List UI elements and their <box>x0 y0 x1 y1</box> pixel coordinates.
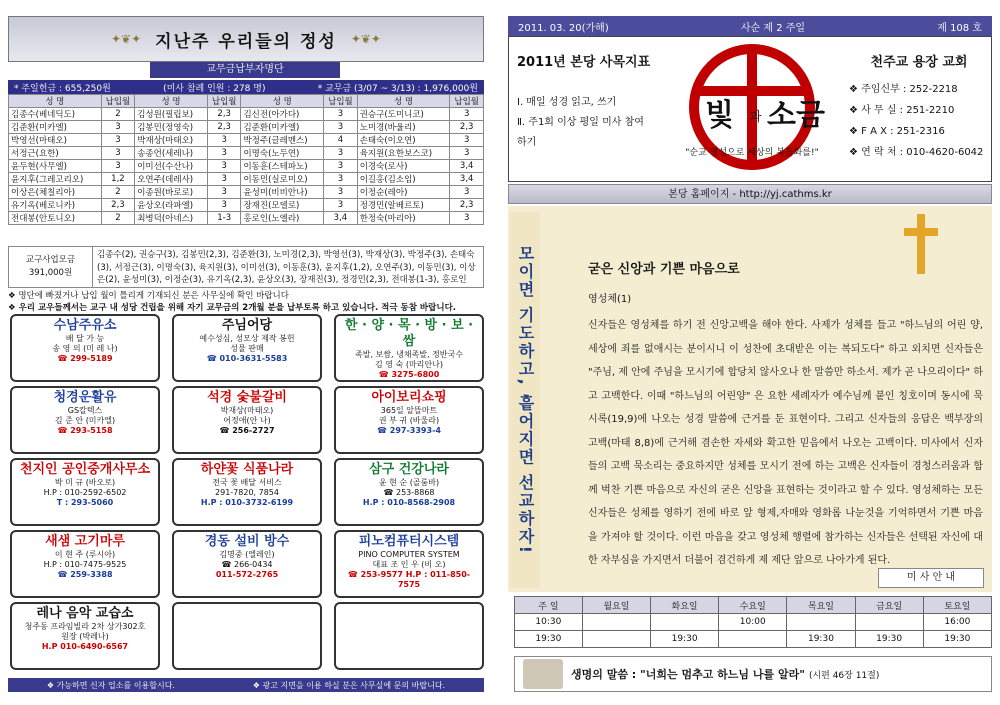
empty-ad-slot <box>172 602 322 670</box>
offering-row <box>9 212 484 225</box>
ad-line: ☎ 299-5189 <box>57 354 113 363</box>
offering-row <box>9 173 484 186</box>
word-of-life <box>514 656 992 692</box>
masthead <box>508 36 992 182</box>
paid-month: 3,4 <box>450 173 484 186</box>
article-title: 굳은 신앙과 기쁜 마음으로 <box>588 262 740 277</box>
ad-line: ☎ 256-2727 <box>219 426 275 435</box>
donor-name: 박재상(마태오) <box>135 134 208 147</box>
empty-ad-slot <box>334 602 484 670</box>
paid-month: 3 <box>324 147 358 160</box>
offering-summary-bar <box>8 80 484 94</box>
donor-name: 윤상오(라파엘) <box>135 199 208 212</box>
donor-name: 송종언(세레나) <box>135 147 208 160</box>
ad-line: ☎ 297-3393-4 <box>377 426 441 435</box>
business-ad <box>172 386 322 454</box>
jesus-portrait-icon <box>523 659 563 689</box>
ad-title: 삼구 건강나라 <box>369 462 449 477</box>
pastoral-goal-title: 2011년 본당 사목지표 <box>517 55 651 70</box>
donor-name: 노미경(바울리) <box>357 121 450 134</box>
offering-row <box>9 199 484 212</box>
left-footer: ❖ 가능하면 신자 업소를 이용합시다. ❖ 광고 지면을 이용 하실 분은 사무실에 문의 바랍니다. <box>8 678 484 692</box>
mass-day-header: 목요일 <box>787 597 855 614</box>
offering-column-header: 성 명 <box>135 95 208 108</box>
paid-month: 3 <box>101 147 135 160</box>
offering-row <box>9 186 484 199</box>
ad-line: 김 준 안 (미카엘) <box>54 416 116 425</box>
paid-month: 2,3 <box>101 199 135 212</box>
ad-title: 주님어당 <box>221 318 273 333</box>
donor-name: 윤두현(사무엘) <box>9 160 102 173</box>
ad-line: 이 현 주 (루시아) <box>54 550 116 559</box>
donor-name: 윤성미(비비안나) <box>241 186 324 199</box>
mass-time <box>650 614 718 631</box>
ad-line: ☎ 010-3631-5583 <box>206 354 288 363</box>
ad-line: 청주동 프라임빌라 2차 상가302호 <box>24 622 146 631</box>
donor-name: 이동민(실로미오) <box>241 173 324 186</box>
mass-day-header: 주 일 <box>515 597 583 614</box>
donor-name: 김봉민(정영숙) <box>135 121 208 134</box>
mass-time: 19:30 <box>515 631 583 648</box>
ad-line: 족발, 보쌈, 냉채족발, 정반국수 <box>355 350 463 359</box>
paid-month: 2,3 <box>207 121 241 134</box>
donor-name: 이길홍(김소임) <box>357 173 450 186</box>
offering-column-header: 성 명 <box>9 95 102 108</box>
business-ad <box>10 530 160 598</box>
business-ads <box>8 314 484 674</box>
ad-title: 새샘 고기마루 <box>45 534 125 549</box>
church-contacts: ❖ 주임신부 : 252-2218 ❖ 사 무 실 : 251-2210 ❖ F A X : 251-2316 ❖ 연 락 처 : 010-4620-6042 <box>849 84 984 158</box>
donor-name: 김준환(미카엘) <box>9 121 102 134</box>
donor-name: 이미선(수산나) <box>135 160 208 173</box>
paid-month: 3 <box>324 199 358 212</box>
paid-month: 3 <box>207 173 241 186</box>
mass-time <box>582 631 650 648</box>
total-offering: * 주일헌금 : 655,250원 <box>14 83 111 94</box>
paid-month: 3 <box>450 108 484 121</box>
business-ad <box>10 458 160 526</box>
donor-name: 홍로인(노엘라) <box>241 212 324 225</box>
mass-time: 19:30 <box>855 631 923 648</box>
paid-month: 3 <box>450 134 484 147</box>
ad-line: 성물 판매 <box>230 344 264 353</box>
article-body: 신자들은 영성체를 하기 전 신앙고백을 해야 한다. 사제가 성체를 들고 "하느님의 어린 양, 세상에 죄를 없애시는 분이시니 이 성찬에 초대받은 이는 복되도다" 하고 외치면 신자들은 "주님, 제 안에 주님을 모시기에 합당치 않사오나 한 말씀만 하소서. 제가 곧 나으리이다" 하고 고백한다. 이때 "하느님의 어린양" 은 요한 세례자가 예수님께 붙인 칭호이며 동시에 묵시록(19,9)에 나오는 성경 말씀에 근거를 둔 표현이다. 그리고 신자들의 응답은 백부장의 고백(마태 8,8)에 근거해 겸손한 자세와 확고한 믿음에서 나오는 고백이다. 미사에서 신자들의 고백 묵소리는 중요하지만 성체를 모시기 전에 하는 고백은 신자들이 경청스러움과 함께 벅찬 기쁜 마음으로 자신의 굳은 신앙을 표현하는 것이라고 할 수 있다. 영성체하는 모든 신자들은 성체를 영하기 전에 바로 앞 형제,자매와 영화롭 나눈것을 기억하면서 기쁜 마음을 가져야 할 것이다. 이런 마음을 갖고 영성체 행렬에 참가하는 신자들은 선택된 자신에 대한 자부심을 가지면서 더불어 겸건하게 제 제단 앞으로 나아가게 된다. <box>588 320 983 566</box>
notice-text: ❖ 명단에 빠졌거나 납입 월이 틀리게 기재되신 분은 사무실에 확인 바랍니다 ❖ 우리 교우들께서는 교구 내 성당 건립을 위해 자기 교무금의 2개월 분을 납부토록 하고 있습니다. 적극 동참 바랍니다. <box>8 291 457 313</box>
mass-schedule-label: 미 사 안 내 <box>878 568 984 588</box>
offering-column-header: 납입월 <box>324 95 358 108</box>
offering-table <box>8 94 484 225</box>
donor-name: 김신전(아가다) <box>241 108 324 121</box>
offering-column-header: 성 명 <box>241 95 324 108</box>
ad-title: 레나 음악 교습소 <box>36 606 134 621</box>
offering-row <box>9 121 484 134</box>
ad-title: 경동 설비 방수 <box>204 534 290 549</box>
vertical-slogan: 모이면 기도하고, 흩어지면 선교하자! <box>510 212 540 588</box>
church-name: 천주교 용장 교회 <box>870 55 968 70</box>
paid-month: 3 <box>207 186 241 199</box>
mass-schedule-table <box>514 596 992 648</box>
offering-column-header: 납입월 <box>207 95 241 108</box>
ad-title: 청경운활유 <box>53 390 117 405</box>
ad-line: 어정애(안 나) <box>223 416 271 425</box>
donor-name: 장재진(모델로) <box>241 199 324 212</box>
ad-line: ☎ 259-3388 <box>57 570 113 579</box>
bulletin-date: 2011. 03. 20(가해) <box>518 22 609 34</box>
donor-name: 이종원(바로로) <box>135 186 208 199</box>
paid-month: 2 <box>101 108 135 121</box>
offering-subtitle: 교무금납부자명단 <box>150 62 340 78</box>
article-area <box>508 206 992 592</box>
donor-name: 육지원(요한보스코) <box>357 147 450 160</box>
paid-month: 4 <box>324 134 358 147</box>
ad-line: H.P : 010-3732-6199 <box>200 498 294 507</box>
ad-title: 아이보리쇼핑 <box>371 390 447 405</box>
mass-time-row <box>515 631 992 648</box>
mass-day-header: 금요일 <box>855 597 923 614</box>
left-page <box>0 0 492 705</box>
total-kyomu: * 교무금 (3/07 ~ 3/13) : 1,976,000원 <box>317 83 478 94</box>
mass-time: 10:00 <box>719 614 787 631</box>
ad-line: T : 293-5060 <box>56 498 114 507</box>
paid-month: 3 <box>324 121 358 134</box>
cross-icon <box>904 214 938 274</box>
logo-text-salt: 소금 <box>767 98 825 133</box>
offering-row <box>9 147 484 160</box>
ad-line: ☎ 253-9577 H.P : 011-850-7575 <box>347 570 471 589</box>
ad-line: H.P : 010-8568-2908 <box>362 498 456 507</box>
business-ad <box>334 458 484 526</box>
ad-title: 수남주유소 <box>53 318 117 333</box>
donor-name: 이명숙(노두연) <box>241 147 324 160</box>
ad-line: H.P 010-6490-6567 <box>41 642 129 651</box>
right-page <box>508 0 1000 705</box>
mass-time: 10:30 <box>515 614 583 631</box>
ad-line: 권 부 귀 (바울라) <box>378 416 440 425</box>
mass-time: 19:30 <box>787 631 855 648</box>
ad-line: 박 미 규 (바오로) <box>54 478 116 487</box>
light-and-salt-logo <box>657 41 847 177</box>
paid-month: 3 <box>324 108 358 121</box>
paid-month: 2,3 <box>450 199 484 212</box>
donor-name: 이상은(체칠리아) <box>9 186 102 199</box>
paid-month: 3 <box>101 160 135 173</box>
business-ad <box>334 386 484 454</box>
mass-time: 19:30 <box>650 631 718 648</box>
ad-title: 석경 숯불갈비 <box>207 390 287 405</box>
paid-month: 2,3 <box>450 121 484 134</box>
business-ad <box>334 530 484 598</box>
ad-line: 윤 현 순 (골룸바) <box>378 478 440 487</box>
paid-month: 2,3 <box>207 108 241 121</box>
paid-month: 3 <box>101 121 135 134</box>
donor-name: 김준환(미카엘) <box>241 121 324 134</box>
ad-line: 291-7820, 7854 <box>215 488 279 497</box>
offering-column-header: 납입월 <box>450 95 484 108</box>
mass-day-header: 월요일 <box>582 597 650 614</box>
ad-line: 전국 꽃 배달 서비스 <box>212 478 282 487</box>
donor-name: 오연주(데레사) <box>135 173 208 186</box>
ad-line: 011-572-2765 <box>215 570 279 579</box>
ad-line: 박재상(마태오) <box>220 406 274 415</box>
donor-name: 이정순(레아) <box>357 186 450 199</box>
paid-month: 3 <box>324 173 358 186</box>
ad-title: 한 · 양 · 목 · 방 · 보 · 쌈 <box>344 318 474 349</box>
ad-line: ☎ 253-8868 <box>383 488 435 497</box>
offering-title: 지난주 우리들의 정성 <box>155 31 337 52</box>
mass-day-header: 수요일 <box>719 597 787 614</box>
diocese-fund-names: 김종수(2), 권승구(3), 김봉민(2,3), 김준환(3), 노미경(2,3), 박영선(3), 박재상(3), 박정주(3), 손태숙(3), 서정근(3), 이명숙(3), 육지원(3), 이미선(3), 이동훈(3), 윤지후(1,2), 오연주(3), 이동민(3), 이상은(2), 윤성미(3), 이정순(3), 유기옥(2,3), 윤상오(3), 장재진(3), 정경민(2,3), 전대봉(1-3), 홍로인 <box>97 250 476 285</box>
mass-day-header: 화요일 <box>650 597 718 614</box>
ad-line: 대표 조 인 우 (비 오) <box>372 560 446 569</box>
paid-month: 3 <box>324 160 358 173</box>
ad-line: GS칼텍스 <box>67 406 103 415</box>
mass-time-row <box>515 614 992 631</box>
offering-row <box>9 160 484 173</box>
ad-title: 피노컴퓨터시스템 <box>358 534 460 549</box>
word-of-life-ref: (시편 46장 11절) <box>808 670 880 681</box>
donor-name: 유기옥(베로니카) <box>9 199 102 212</box>
ad-title: 하얀꽃 식품나라 <box>200 462 294 477</box>
ad-line: H.P : 010-7475-9525 <box>43 560 127 569</box>
business-ad <box>10 386 160 454</box>
diocese-fund-box <box>8 246 484 288</box>
donor-name: 김종수(베네딕도) <box>9 108 102 121</box>
offering-header <box>8 16 484 62</box>
ad-line: 배 달 가 능 <box>65 334 105 343</box>
ad-line: PINO COMPUTER SYSTEM <box>358 550 460 559</box>
ad-line: ☎ 266-0434 <box>221 560 273 569</box>
ad-line: 365일 알뜰마트 <box>380 406 438 415</box>
attendance: (미사 참례 인원 : 278 명) <box>163 83 266 94</box>
pastoral-goals: Ⅰ. 매일 성경 읽고, 쓰기 Ⅱ. 주1회 이상 평일 미사 참여하기 <box>517 97 644 148</box>
paid-month: 1-3 <box>207 212 241 225</box>
paid-month: 3 <box>450 186 484 199</box>
logo-motto: "순교 영성으로 세상의 복음화를!" <box>685 148 819 158</box>
paid-month: 3 <box>450 147 484 160</box>
article-series: 영성체(1) <box>588 294 632 305</box>
donor-name: 박영선(마태오) <box>9 134 102 147</box>
paid-month: 3 <box>450 212 484 225</box>
ad-line: 예수성심, 성모상 제작 봉헌 <box>199 334 295 343</box>
donor-name: 이동훈(스테파노) <box>241 160 324 173</box>
ornament-icon: ✦❦✦ <box>111 32 142 46</box>
donor-name: 권승구(도미니코) <box>357 108 450 121</box>
donor-name: 전대봉(안토니오) <box>9 212 102 225</box>
issue-number: 제 108 호 <box>937 22 982 34</box>
mass-time <box>719 631 787 648</box>
paid-month: 2 <box>101 186 135 199</box>
ad-title: 천지인 공인중개사무소 <box>19 462 151 477</box>
word-of-life-text: 생명의 말씀 : "너희는 멈추고 하느님 나를 알라" <box>571 668 805 681</box>
business-ad <box>10 602 160 670</box>
paid-month: 3 <box>207 199 241 212</box>
ad-line: H.P : 010-2592-6502 <box>43 488 127 497</box>
donor-name: 이경숙(로사) <box>357 160 450 173</box>
donor-name: 손태숙(이오연) <box>357 134 450 147</box>
logo-text-light: 빛 <box>705 98 734 133</box>
logo-text-and: 과 <box>749 110 762 125</box>
ornament-icon: ✦❦✦ <box>350 32 381 46</box>
donor-name: 윤지후(그레고리오) <box>9 173 102 186</box>
paid-month: 3 <box>324 186 358 199</box>
mass-time: 19:30 <box>923 631 991 648</box>
ad-line: 김명중 (엘레인) <box>219 550 275 559</box>
mass-time <box>582 614 650 631</box>
paid-month: 3,4 <box>324 212 358 225</box>
paid-month: 3 <box>207 160 241 173</box>
mass-time <box>787 614 855 631</box>
donor-name: 정경민(알베르토) <box>357 199 450 212</box>
paid-month: 3 <box>207 147 241 160</box>
offering-column-header: 납입월 <box>101 95 135 108</box>
mass-time: 16:00 <box>923 614 991 631</box>
paid-month: 3 <box>101 134 135 147</box>
paid-month: 1,2 <box>101 173 135 186</box>
paid-month: 3,4 <box>450 160 484 173</box>
ad-line: 김 영 숙 (마리안나) <box>375 360 443 369</box>
donor-name: 김성원(필립보) <box>135 108 208 121</box>
offering-column-header: 성 명 <box>357 95 450 108</box>
business-ad <box>172 314 322 382</box>
mass-day-header: 토요일 <box>923 597 991 614</box>
mass-time <box>855 614 923 631</box>
offering-row <box>9 134 484 147</box>
offering-row <box>9 108 484 121</box>
paid-month: 2 <box>101 212 135 225</box>
ad-line: 송 영 의 (미 레 나) <box>52 344 118 353</box>
ad-line: 원장 (박레나) <box>61 632 109 641</box>
business-ad <box>10 314 160 382</box>
ad-line: ☎ 3275-6800 <box>378 370 440 379</box>
liturgical-week: 사순 제 2 주일 <box>740 22 806 34</box>
business-ad <box>172 530 322 598</box>
donor-name: 서정근(요한) <box>9 147 102 160</box>
diocese-fund-label: 교구사업모금 391,000원 <box>9 247 93 287</box>
donor-name: 최병덕(아네스) <box>135 212 208 225</box>
donor-name: 박정주(글레멘스) <box>241 134 324 147</box>
ad-line: ☎ 293-5158 <box>57 426 113 435</box>
homepage-link[interactable]: 본당 홈페이지 - http://yj.cathms.kr <box>508 184 992 204</box>
business-ad <box>334 314 484 382</box>
donor-name: 한정숙(마리아) <box>357 212 450 225</box>
business-ad <box>172 458 322 526</box>
bulletin-top-bar <box>508 16 992 36</box>
paid-month: 3 <box>207 134 241 147</box>
